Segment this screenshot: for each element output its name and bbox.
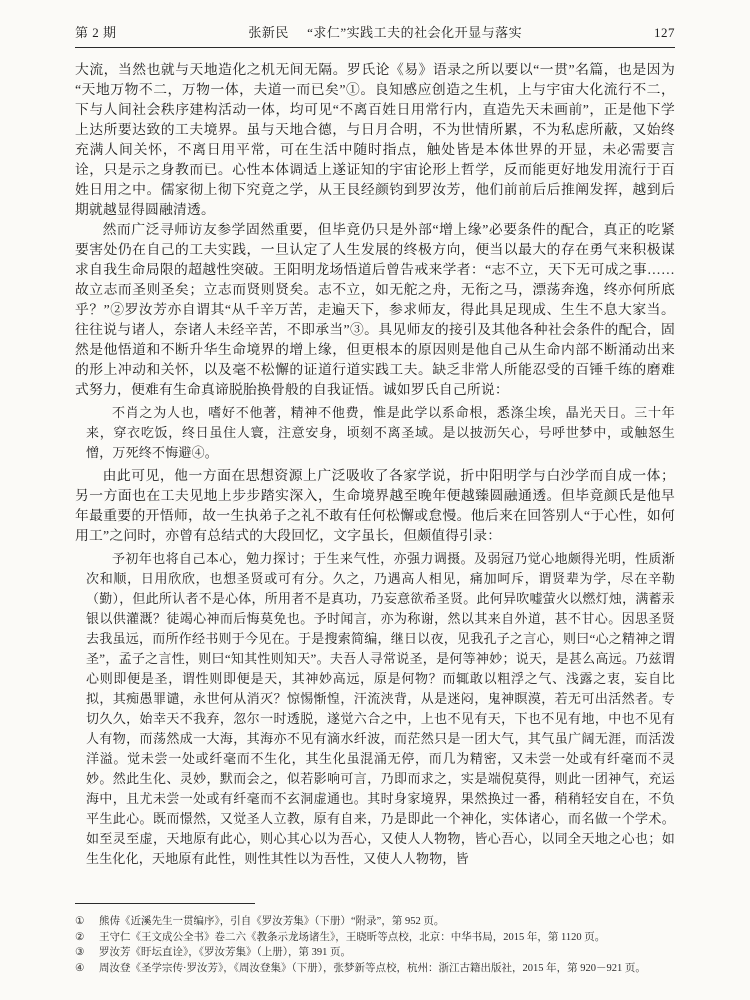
footnote-divider xyxy=(75,903,255,904)
page-number: 127 xyxy=(653,25,675,40)
issue-label: 第 2 期 xyxy=(75,25,117,40)
article-body xyxy=(75,60,675,888)
footnote-text: 熊俦《近溪先生一贯编序》，引自《罗汝芳集》（下册）“附录”，第 952 页。 xyxy=(99,916,445,927)
footnote-text: 周汝登《圣学宗传·罗汝芳》，《周汝登集》（下册），张梦新等点校，杭州：浙江古籍出版社，2015 年，第 920－921 页。 xyxy=(99,962,646,974)
footnote-marker: ② xyxy=(75,931,85,943)
footnote-marker: ③ xyxy=(75,947,85,958)
paragraph: 由此可见，他一方面在思想资源上广泛吸收了各家学说，折中阳明学与白沙学而自成一体；另一方面也在工夫见地上步步踏实深入，生命境界越至晚年便越臻圆融通透。但毕竟颜氏是他早年最重要的开悟师，故一生执弟子之礼不敢有任何松懈或怠慢。他后来在回答别人“于心性，如何用工”之问时，亦曾有总结式的大段回忆，文字虽长，但颇值得引录： xyxy=(75,468,675,543)
footnote xyxy=(75,914,675,930)
author-name: 张新民 xyxy=(248,25,289,40)
footnotes-section xyxy=(75,903,675,976)
footnote xyxy=(75,961,675,977)
running-title xyxy=(248,22,522,41)
article-title: “求仁”实践工夫的社会化开显与落实 xyxy=(307,25,523,40)
footnote xyxy=(75,945,675,961)
paragraph: 然而广泛寻师访友参学固然重要，但毕竟仍只是外部“增上缘”必要条件的配合，真正的吃紧要害处仍在自己的工夫实践，一旦认定了人生发展的终极方向，便当以最大的存在勇气来积极谋求自我生命局限的超越性突破。王阳明龙场悟道后曾告戒来学者：“志不立，天下无可成之事……故立志而圣则圣矣；立志而贤则贤矣。志不立，如无舵之舟，无衔之马，漂荡奔逸，终亦何所底乎？”②罗汝芳亦自谓其“从千辛万苦，走遍天下，参求师友，得此具足现成、生生不息大家当。往往说与诸人，奈诸人未经辛苦，不即承当”③。具见师友的接引及其他各种社会条件的配合，固然是他悟道和不断升华生命境界的增上缘，但更根本的原因则是他自己从生命内部不断涌动出来的形上冲动和关怀，以及毫不松懈的证道行道实践工夫。缺乏非常人所能忍受的百锤千练的磨难式努力，便难有生命真谛脱胎换骨般的自我证悟。诚如罗氏自己所说： xyxy=(75,222,675,397)
paragraph-continuation: 大流，当然也就与天地造化之机无间无隔。罗氏论《易》语录之所以要以“一贯”名篇，也是因为“天地万物不二，万物一体，夫道一而已矣”①。良知感应创造之生机，上与宇宙大化流行不二，下与人间社会秩序建构活动一体，均可见“不离百姓日用常行内，直造先天未画前”，正是他下学上达所要达致的工夫境界。虽与天地合德，与日月合明，不为世情所累，不为私虑所蔽，又始终充满人间关怀，不离日用平常，可在生活中随时指点，触处皆是本体世界的开显，未必需要言诠，只是示之身教而已。心性本体调适上遂证知的宇宙论形上哲学，反而能更好地发用流行于百姓日用之中。儒家彻上彻下究竟之学，从王艮经颜钧到罗汝芳，他们前前后后推阐发挥，越到后期就越显得圆融清透。 xyxy=(75,62,675,217)
running-header xyxy=(75,0,675,48)
footnote-text: 王守仁《王文成公全书》卷二六《教条示龙场诸生》，王晓昕等点校，北京：中华书局，2015 年，第 1120 页。 xyxy=(99,931,606,943)
block-quote: 予初年也将自己本心，勉力探讨；于生来气性，亦强力调摄。及弱冠乃觉心地颇得光明，性质渐次和顺，日用欣欣，也想圣贤或可有分。久之，乃遇高人相见，痛加呵斥，谓贤辈为学，尽在辛勒（勤），但此所认者不是心体，所用者不是真功，乃妄意欲希圣贤。此何异吹嘘萤火以燃灯烛，满蓄汞银以供灌溉？徒竭心神而后悔莫免也。予时闻言，亦为称谢，然以其来自外道，甚不甘心。因思圣贤去我虽远，而所作经书则于今见在。于是搜索简编，继日以夜，见我孔子之言心，则曰“心之精神之谓圣”，孟子之言性，则曰“知其性则知天”。夫吾人寻常说圣，是何等神妙；说天，是甚么高远。乃兹谓心则即便是圣，谓性则即便是天，其神妙高远，原是何物？而辄敢以粗浮之气、浅露之衷，妄自比拟，其痴愚罪谴，永世何从消灭？惊惕惭惶，汗流浃背，从是迷闷，鬼神瞑漠，若无可出活然者。专切久久，始幸天不我弃，忽尔一时透脱，遂觉六合之中，上也不见有天，下也不见有地，中也不见有人有物，而荡然成一大海，其海亦不见有滴水纤波，而茫然只是一团大气，其气虽广阔无涯，而活泼洋溢。觉未尝一处或纤毫而不生化，其生化虽混涌无停，而几为精密，又未尝一处或有纤毫而不灵妙。然此生化、灵妙，默而会之，似若影响可言，乃即而求之，实是端倪莫得，则此一团神气，充运海中，且尤未尝一处或有纤毫而不玄洞虚通也。其时身家境界，果然换过一番，稍稍轻安自在，不负平生此心。既而憬然，又觉圣人立教，原有自来，乃是即此一个神化，实体诸心，而名做一个学术。如至灵至虚，天地原有此心，则心其心以为吾心，又使人人物物，皆心吾心，以同全天地之心也；如生生化化，天地原有此性，则性其性以为吾性，又使人人物物，皆 xyxy=(86,551,675,866)
footnote xyxy=(75,930,675,946)
block-quote: 不肖之为人也，嗜好不他著，精神不他费，惟是此学以系命根，悉涤尘埃，晶光天日。三十年来，穿衣吃饭，终日虽住人寰，注意安身，顷刻不离圣域。是以披沥矢心，号呼世梦中，或触怒生憎，万死终不悔避④。 xyxy=(86,405,675,460)
footnote-marker: ④ xyxy=(75,962,85,974)
footnote-marker: ① xyxy=(75,916,85,927)
footnote-text: 罗汝芳《盱坛直诠》，《罗汝芳集》（上册），第 391 页。 xyxy=(99,947,351,958)
